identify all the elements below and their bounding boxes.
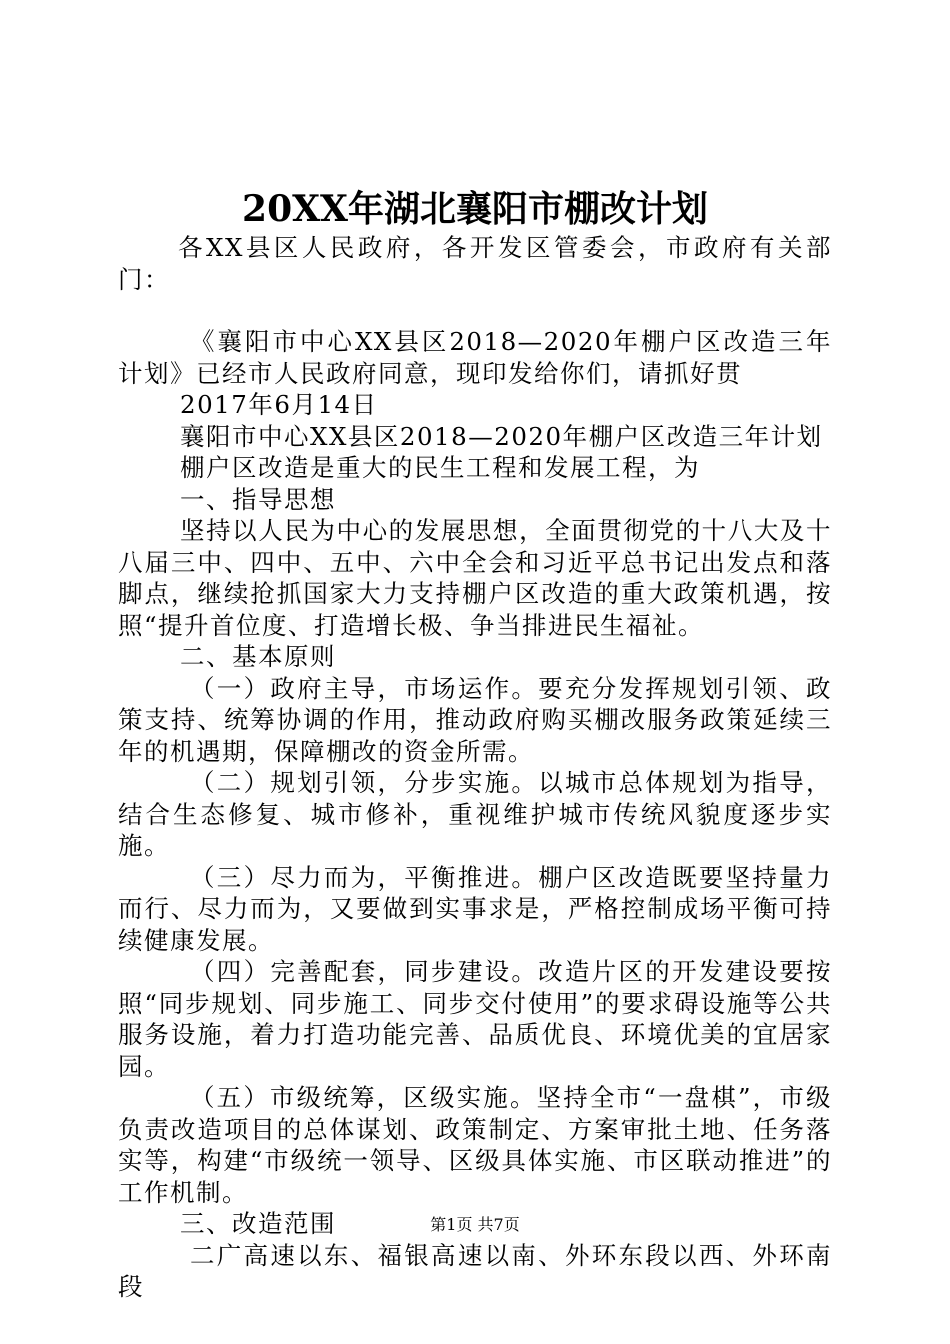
section-heading-1: 一、指导思想 bbox=[180, 484, 336, 514]
principle-paragraph-3: （三）尽力而为，平衡推进。棚户区改造既要坚持量力而行、尽力而为，又要做到实事求是，严格控制成场平衡可持续健康发展。 bbox=[118, 862, 832, 955]
principle-paragraph-4: （四）完善配套，同步建设。改造片区的开发建设要按照“同步规划、同步施工、同步交付使用”的要求碍设施等公共服务设施，着力打造功能完善、品质优良、环境优美的宜居家园。 bbox=[118, 957, 832, 1081]
principle-paragraph-5: （五）市级统筹，区级实施。坚持全市“一盘棋”，市级负责改造项目的总体谋划、政策制定、方案审批土地、任务落实等，构建“市级统一领导、区级具体实施、市区联动推进”的工作机制。 bbox=[118, 1083, 832, 1207]
principle-paragraph-2: （二）规划引领，分步实施。以城市总体规划为指导，结合生态修复、城市修补，重视维护城市传统风貌度逐步实施。 bbox=[118, 768, 832, 860]
greeting-line: 各XX县区人民政府，各开发区管委会，市政府有关部门： bbox=[118, 233, 832, 294]
principle-paragraph-1: （一）政府主导，市场运作。要充分发挥规划引领、政策支持、统筹协调的作用，推动政府购买棚改服务政策延续三年的机遇期，保障棚改的资金所需。 bbox=[118, 673, 832, 766]
blank-line bbox=[118, 295, 832, 326]
notice-paragraph: 《襄阳市中心XX县区2018—2020年棚户区改造三年计划》已经市人民政府同意，现印发给你们，请抓好贯 bbox=[118, 327, 832, 388]
date-line: 2017年6月14日 bbox=[180, 390, 378, 419]
plan-title: 襄阳市中心XX县区2018—2020年棚户区改造三年计划 bbox=[180, 421, 823, 451]
document-title: 20XX年湖北襄阳市棚改计划 bbox=[242, 188, 708, 230]
section-body-3: 二广高速以东、福银高速以南、外环东段以西、外环南段 bbox=[118, 1240, 832, 1301]
section-body-1: 坚持以人民为中心的发展思想，全面贯彻党的十八大及十八届三中、四中、五中、六中全会和习近平总书记出发点和落脚点，继续抢抓国家大力支持棚户区改造的重大政策机遇，按照“提升首位度、打造增长极、争当排进民生福祉。 bbox=[118, 516, 832, 640]
document-body bbox=[118, 232, 832, 1303]
section-heading-2: 二、基本原则 bbox=[180, 642, 336, 671]
section-heading-3: 三、改造范围 bbox=[180, 1209, 336, 1238]
intro-paragraph: 棚户区改造是重大的民生工程和发展工程，为 bbox=[180, 453, 700, 482]
page-number: 第1页 共7页 bbox=[430, 1215, 520, 1234]
